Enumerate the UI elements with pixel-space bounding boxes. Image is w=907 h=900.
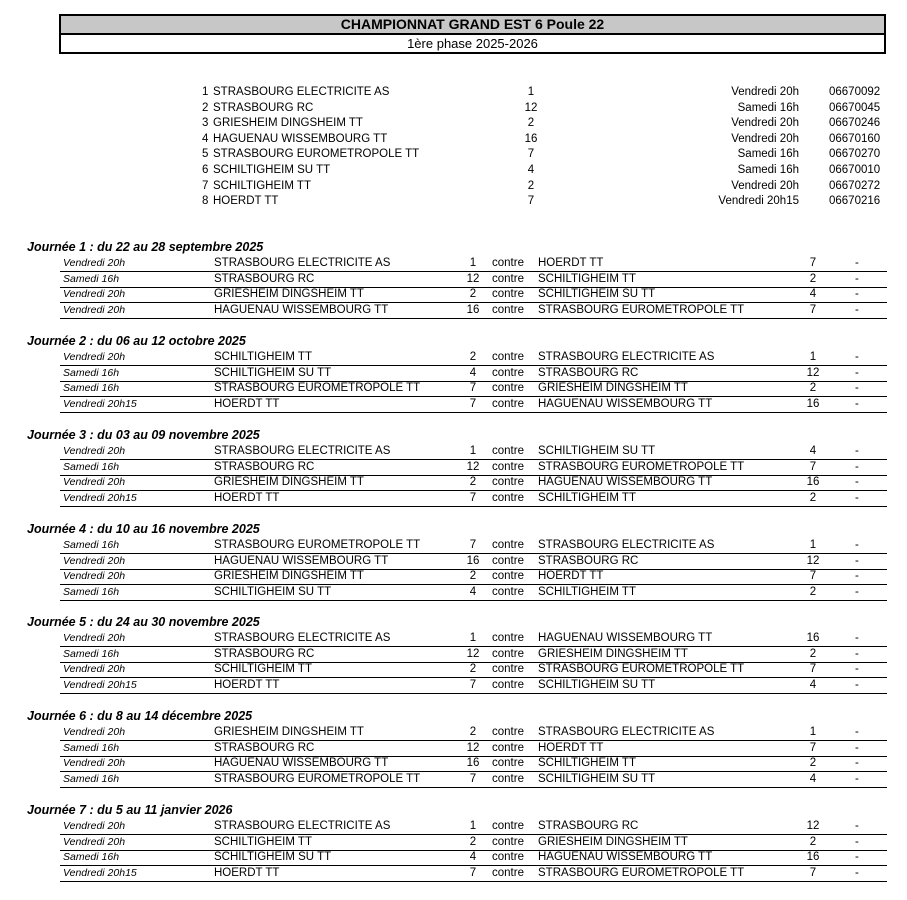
match-score: - — [855, 272, 859, 285]
match-vs-label: contre — [492, 678, 524, 691]
match-away-team: HOERDT TT — [538, 741, 604, 754]
team-code: 2 — [527, 179, 535, 192]
match-score: - — [855, 554, 859, 567]
team-number: 7 — [202, 179, 209, 192]
match-vs-label: contre — [492, 757, 524, 769]
match-row — [60, 819, 887, 835]
team-id: 06670092 — [829, 86, 881, 98]
match-vs-label: contre — [492, 382, 524, 394]
page-title: CHAMPIONNAT GRAND EST 6 Poule 22 — [61, 16, 884, 35]
match-row — [60, 756, 887, 772]
journee-title: Journée 3 : du 03 au 09 novembre 2025 — [27, 428, 260, 442]
match-home-code: 7 — [469, 866, 477, 879]
match-home-team: STRASBOURG RC — [214, 647, 315, 660]
match-home-code: 2 — [469, 726, 477, 738]
match-vs-label: contre — [492, 476, 524, 488]
match-time: Samedi 16h — [63, 539, 120, 551]
match-time: Samedi 16h — [63, 382, 120, 394]
match-time: Vendredi 20h — [63, 288, 126, 300]
match-home-code: 2 — [469, 476, 477, 488]
team-code: 2 — [527, 117, 535, 130]
team-row — [0, 132, 907, 148]
team-slot: Vendredi 20h — [731, 86, 799, 98]
match-score: - — [855, 491, 859, 504]
match-away-code: 16 — [806, 851, 820, 863]
team-name: STRASBOURG ELECTRICITE AS — [213, 86, 390, 98]
match-row — [60, 850, 887, 866]
match-away-code: 2 — [809, 272, 817, 285]
match-away-team: STRASBOURG EUROMETROPOLE TT — [538, 663, 745, 675]
team-id: 06670216 — [829, 195, 881, 208]
match-away-code: 12 — [806, 554, 820, 567]
match-away-code: 2 — [809, 647, 817, 660]
journee-block — [0, 522, 907, 602]
team-name: STRASBOURG RC — [213, 101, 314, 114]
team-slot: Vendredi 20h — [731, 179, 799, 192]
match-vs-label: contre — [492, 663, 524, 675]
match-time: Samedi 16h — [63, 460, 120, 473]
match-home-team: STRASBOURG ELECTRICITE AS — [214, 820, 391, 832]
match-home-team: GRIESHEIM DINGSHEIM TT — [214, 288, 364, 300]
team-id: 06670272 — [829, 179, 881, 192]
match-home-code: 16 — [466, 303, 480, 316]
match-away-code: 7 — [809, 866, 817, 879]
match-vs-label: contre — [492, 303, 524, 316]
match-away-team: GRIESHEIM DINGSHEIM TT — [538, 647, 688, 660]
team-id: 06670270 — [829, 148, 881, 161]
match-score: - — [855, 539, 859, 551]
match-time: Samedi 16h — [63, 647, 120, 660]
match-away-team: HAGUENAU WISSEMBOURG TT — [538, 851, 713, 863]
match-score: - — [855, 303, 859, 316]
journee-title: Journée 7 : du 5 au 11 janvier 2026 — [27, 803, 233, 817]
match-time: Vendredi 20h — [63, 663, 126, 675]
match-score: - — [855, 570, 859, 582]
team-row — [0, 101, 907, 117]
journee-block — [0, 709, 907, 789]
team-name: SCHILTIGHEIM TT — [213, 179, 311, 192]
journee-block — [0, 615, 907, 695]
match-away-code: 2 — [809, 382, 817, 394]
team-id: 06670246 — [829, 117, 881, 130]
match-row — [60, 678, 887, 694]
match-away-team: STRASBOURG EUROMETROPOLE TT — [538, 303, 745, 316]
match-time: Vendredi 20h15 — [63, 397, 137, 410]
match-score: - — [855, 366, 859, 379]
match-row — [60, 835, 887, 851]
match-row — [60, 538, 887, 554]
match-time: Samedi 16h — [63, 851, 120, 863]
match-home-team: STRASBOURG ELECTRICITE AS — [214, 632, 391, 644]
match-away-code: 1 — [809, 539, 817, 551]
match-time: Vendredi 20h — [63, 445, 126, 457]
match-vs-label: contre — [492, 445, 524, 457]
match-row — [60, 491, 887, 507]
match-time: Samedi 16h — [63, 772, 120, 785]
match-home-code: 2 — [469, 835, 477, 848]
match-away-code: 12 — [806, 366, 820, 379]
match-time: Samedi 16h — [63, 366, 120, 379]
journee-title: Journée 1 : du 22 au 28 septembre 2025 — [27, 240, 264, 254]
team-number: 1 — [202, 86, 209, 98]
match-score: - — [855, 851, 859, 863]
match-home-team: HAGUENAU WISSEMBOURG TT — [214, 554, 389, 567]
match-away-code: 7 — [809, 570, 817, 582]
match-away-code: 7 — [809, 741, 817, 754]
match-home-code: 4 — [469, 366, 477, 379]
match-row — [60, 303, 887, 319]
team-code: 7 — [527, 195, 535, 208]
match-time: Vendredi 20h — [63, 554, 126, 567]
team-name: STRASBOURG EUROMETROPOLE TT — [213, 148, 420, 161]
match-time: Vendredi 20h15 — [63, 491, 137, 504]
team-code: 12 — [524, 101, 538, 114]
match-home-team: HOERDT TT — [214, 397, 280, 410]
team-code: 16 — [524, 132, 538, 145]
match-vs-label: contre — [492, 397, 524, 410]
match-away-team: GRIESHEIM DINGSHEIM TT — [538, 835, 688, 848]
match-away-team: STRASBOURG RC — [538, 820, 639, 832]
match-time: Vendredi 20h — [63, 257, 126, 269]
match-score: - — [855, 835, 859, 848]
match-home-team: GRIESHEIM DINGSHEIM TT — [214, 570, 364, 582]
teams-list — [0, 85, 907, 210]
match-row — [60, 350, 887, 366]
team-slot: Samedi 16h — [737, 163, 799, 176]
match-time: Vendredi 20h15 — [63, 866, 137, 879]
team-number: 5 — [202, 148, 209, 161]
match-away-team: SCHILTIGHEIM TT — [538, 491, 636, 504]
match-vs-label: contre — [492, 647, 524, 660]
match-row — [60, 725, 887, 741]
match-vs-label: contre — [492, 351, 524, 363]
team-name: HOERDT TT — [213, 195, 279, 208]
journee-title: Journée 5 : du 24 au 30 novembre 2025 — [27, 615, 260, 629]
team-number: 2 — [202, 101, 209, 114]
journee-block — [0, 803, 907, 883]
team-row — [0, 116, 907, 132]
match-home-team: HAGUENAU WISSEMBOURG TT — [214, 303, 389, 316]
journee-title: Journée 6 : du 8 au 14 décembre 2025 — [27, 709, 253, 723]
match-home-code: 7 — [469, 491, 477, 504]
match-vs-label: contre — [492, 585, 524, 598]
match-away-code: 4 — [809, 445, 817, 457]
match-row — [60, 647, 887, 663]
match-away-code: 7 — [809, 663, 817, 675]
match-home-team: STRASBOURG ELECTRICITE AS — [214, 445, 391, 457]
match-home-team: SCHILTIGHEIM TT — [214, 835, 312, 848]
match-away-team: SCHILTIGHEIM TT — [538, 585, 636, 598]
match-home-code: 12 — [466, 272, 480, 285]
match-vs-label: contre — [492, 257, 524, 269]
match-away-team: SCHILTIGHEIM TT — [538, 272, 636, 285]
match-score: - — [855, 351, 859, 363]
match-away-code: 2 — [809, 585, 817, 598]
match-away-code: 16 — [806, 632, 820, 644]
match-vs-label: contre — [492, 288, 524, 300]
match-vs-label: contre — [492, 491, 524, 504]
match-row — [60, 444, 887, 460]
match-home-code: 12 — [466, 647, 480, 660]
match-home-code: 7 — [469, 539, 477, 551]
match-score: - — [855, 757, 859, 769]
match-home-code: 7 — [469, 397, 477, 410]
match-time: Vendredi 20h — [63, 726, 126, 738]
match-time: Samedi 16h — [63, 585, 120, 598]
match-time: Vendredi 20h — [63, 570, 126, 582]
match-home-team: SCHILTIGHEIM TT — [214, 351, 312, 363]
team-row — [0, 147, 907, 163]
match-score: - — [855, 397, 859, 410]
match-away-code: 4 — [809, 678, 817, 691]
match-home-team: STRASBOURG ELECTRICITE AS — [214, 257, 391, 269]
match-home-code: 4 — [469, 585, 477, 598]
match-away-team: STRASBOURG ELECTRICITE AS — [538, 351, 715, 363]
match-home-team: HOERDT TT — [214, 866, 280, 879]
match-home-code: 16 — [466, 757, 480, 769]
match-away-code: 1 — [809, 726, 817, 738]
match-home-code: 7 — [469, 382, 477, 394]
match-home-code: 1 — [469, 445, 477, 457]
match-home-team: STRASBOURG EUROMETROPOLE TT — [214, 772, 421, 785]
match-time: Samedi 16h — [63, 272, 120, 285]
match-away-team: GRIESHEIM DINGSHEIM TT — [538, 382, 688, 394]
match-home-team: STRASBOURG RC — [214, 272, 315, 285]
match-score: - — [855, 647, 859, 660]
match-away-code: 1 — [809, 351, 817, 363]
match-away-team: SCHILTIGHEIM SU TT — [538, 288, 656, 300]
match-score: - — [855, 382, 859, 394]
match-row — [60, 397, 887, 413]
match-vs-label: contre — [492, 272, 524, 285]
match-row — [60, 460, 887, 476]
match-time: Vendredi 20h — [63, 757, 126, 769]
match-home-code: 1 — [469, 257, 477, 269]
match-away-code: 4 — [809, 772, 817, 785]
match-home-code: 7 — [469, 772, 477, 785]
match-time: Vendredi 20h — [63, 303, 126, 316]
match-row — [60, 381, 887, 397]
match-away-code: 7 — [809, 460, 817, 473]
match-score: - — [855, 772, 859, 785]
match-away-code: 2 — [809, 491, 817, 504]
journee-title: Journée 4 : du 10 au 16 novembre 2025 — [27, 522, 260, 536]
match-vs-label: contre — [492, 741, 524, 754]
page-subtitle: 1ère phase 2025-2026 — [61, 35, 884, 52]
team-number: 4 — [202, 132, 209, 145]
match-row — [60, 366, 887, 382]
match-row — [60, 554, 887, 570]
match-home-team: HAGUENAU WISSEMBOURG TT — [214, 757, 389, 769]
match-row — [60, 741, 887, 757]
match-home-code: 1 — [469, 820, 477, 832]
match-score: - — [855, 288, 859, 300]
match-vs-label: contre — [492, 570, 524, 582]
match-away-code: 7 — [809, 303, 817, 316]
match-score: - — [855, 585, 859, 598]
match-score: - — [855, 741, 859, 754]
match-away-team: STRASBOURG ELECTRICITE AS — [538, 726, 715, 738]
match-time: Vendredi 20h15 — [63, 678, 137, 691]
match-away-code: 4 — [809, 288, 817, 300]
match-vs-label: contre — [492, 554, 524, 567]
match-home-code: 2 — [469, 288, 477, 300]
journee-block — [0, 240, 907, 320]
match-vs-label: contre — [492, 851, 524, 863]
match-score: - — [855, 820, 859, 832]
match-home-code: 12 — [466, 741, 480, 754]
match-home-team: GRIESHEIM DINGSHEIM TT — [214, 476, 364, 488]
match-time: Samedi 16h — [63, 741, 120, 754]
team-row — [0, 85, 907, 101]
match-away-team: STRASBOURG EUROMETROPOLE TT — [538, 460, 745, 473]
match-away-team: STRASBOURG EUROMETROPOLE TT — [538, 866, 745, 879]
match-vs-label: contre — [492, 539, 524, 551]
team-slot: Samedi 16h — [737, 148, 799, 161]
team-slot: Samedi 16h — [737, 101, 799, 114]
match-score: - — [855, 460, 859, 473]
match-away-team: SCHILTIGHEIM SU TT — [538, 772, 656, 785]
match-home-code: 12 — [466, 460, 480, 473]
match-away-code: 7 — [809, 257, 817, 269]
match-time: Vendredi 20h — [63, 476, 126, 488]
match-home-code: 2 — [469, 663, 477, 675]
match-row — [60, 287, 887, 303]
team-number: 8 — [202, 195, 209, 208]
match-home-team: HOERDT TT — [214, 678, 280, 691]
match-home-team: STRASBOURG RC — [214, 460, 315, 473]
match-time: Vendredi 20h — [63, 351, 126, 363]
match-away-team: STRASBOURG RC — [538, 554, 639, 567]
team-slot: Vendredi 20h — [731, 132, 799, 145]
header-box — [59, 14, 886, 54]
match-away-team: SCHILTIGHEIM SU TT — [538, 678, 656, 691]
team-number: 6 — [202, 163, 209, 176]
team-row — [0, 179, 907, 195]
match-away-team: STRASBOURG RC — [538, 366, 639, 379]
team-slot: Vendredi 20h — [731, 117, 799, 130]
match-row — [60, 772, 887, 788]
match-away-team: SCHILTIGHEIM SU TT — [538, 445, 656, 457]
match-time: Vendredi 20h — [63, 820, 126, 832]
journee-title: Journée 2 : du 06 au 12 octobre 2025 — [27, 334, 246, 348]
match-score: - — [855, 866, 859, 879]
match-home-team: SCHILTIGHEIM SU TT — [214, 585, 332, 598]
match-away-team: HAGUENAU WISSEMBOURG TT — [538, 476, 713, 488]
match-home-team: SCHILTIGHEIM TT — [214, 663, 312, 675]
team-name: HAGUENAU WISSEMBOURG TT — [213, 132, 388, 145]
match-score: - — [855, 257, 859, 269]
match-row — [60, 272, 887, 288]
team-code: 1 — [527, 86, 535, 98]
team-slot: Vendredi 20h15 — [718, 195, 799, 208]
match-row — [60, 866, 887, 882]
match-vs-label: contre — [492, 772, 524, 785]
team-id: 06670045 — [829, 101, 881, 114]
match-away-code: 2 — [809, 757, 817, 769]
match-away-team: HAGUENAU WISSEMBOURG TT — [538, 397, 713, 410]
match-score: - — [855, 663, 859, 675]
match-away-team: STRASBOURG ELECTRICITE AS — [538, 539, 715, 551]
match-home-code: 7 — [469, 678, 477, 691]
match-home-code: 2 — [469, 351, 477, 363]
match-away-code: 2 — [809, 835, 817, 848]
match-score: - — [855, 726, 859, 738]
match-row — [60, 631, 887, 647]
journee-block — [0, 334, 907, 414]
match-home-team: SCHILTIGHEIM SU TT — [214, 366, 332, 379]
match-away-team: HOERDT TT — [538, 257, 604, 269]
team-name: SCHILTIGHEIM SU TT — [213, 163, 331, 176]
match-vs-label: contre — [492, 632, 524, 644]
match-row — [60, 569, 887, 585]
match-row — [60, 662, 887, 678]
match-home-team: SCHILTIGHEIM SU TT — [214, 851, 332, 863]
team-id: 06670010 — [829, 163, 881, 176]
match-home-team: GRIESHEIM DINGSHEIM TT — [214, 726, 364, 738]
match-home-code: 2 — [469, 570, 477, 582]
match-score: - — [855, 445, 859, 457]
team-row — [0, 194, 907, 210]
match-away-code: 16 — [806, 476, 820, 488]
match-away-code: 12 — [806, 820, 820, 832]
match-time: Vendredi 20h — [63, 835, 126, 848]
match-row — [60, 475, 887, 491]
match-score: - — [855, 678, 859, 691]
match-vs-label: contre — [492, 460, 524, 473]
match-row — [60, 256, 887, 272]
match-score: - — [855, 476, 859, 488]
journee-block — [0, 428, 907, 508]
match-vs-label: contre — [492, 820, 524, 832]
match-home-team: STRASBOURG EUROMETROPOLE TT — [214, 539, 421, 551]
match-away-code: 16 — [806, 397, 820, 410]
match-away-team: SCHILTIGHEIM TT — [538, 757, 636, 769]
match-home-team: STRASBOURG RC — [214, 741, 315, 754]
match-vs-label: contre — [492, 866, 524, 879]
match-home-team: HOERDT TT — [214, 491, 280, 504]
match-home-code: 4 — [469, 851, 477, 863]
match-vs-label: contre — [492, 366, 524, 379]
match-home-code: 16 — [466, 554, 480, 567]
team-code: 7 — [527, 148, 535, 161]
match-away-team: HAGUENAU WISSEMBOURG TT — [538, 632, 713, 644]
team-code: 4 — [527, 163, 535, 176]
match-row — [60, 585, 887, 601]
match-time: Vendredi 20h — [63, 632, 126, 644]
match-home-team: STRASBOURG EUROMETROPOLE TT — [214, 382, 421, 394]
match-away-team: HOERDT TT — [538, 570, 604, 582]
match-home-code: 1 — [469, 632, 477, 644]
team-name: GRIESHEIM DINGSHEIM TT — [213, 117, 363, 130]
team-id: 06670160 — [829, 132, 881, 145]
match-vs-label: contre — [492, 835, 524, 848]
match-vs-label: contre — [492, 726, 524, 738]
match-score: - — [855, 632, 859, 644]
team-number: 3 — [202, 117, 209, 130]
team-row — [0, 163, 907, 179]
